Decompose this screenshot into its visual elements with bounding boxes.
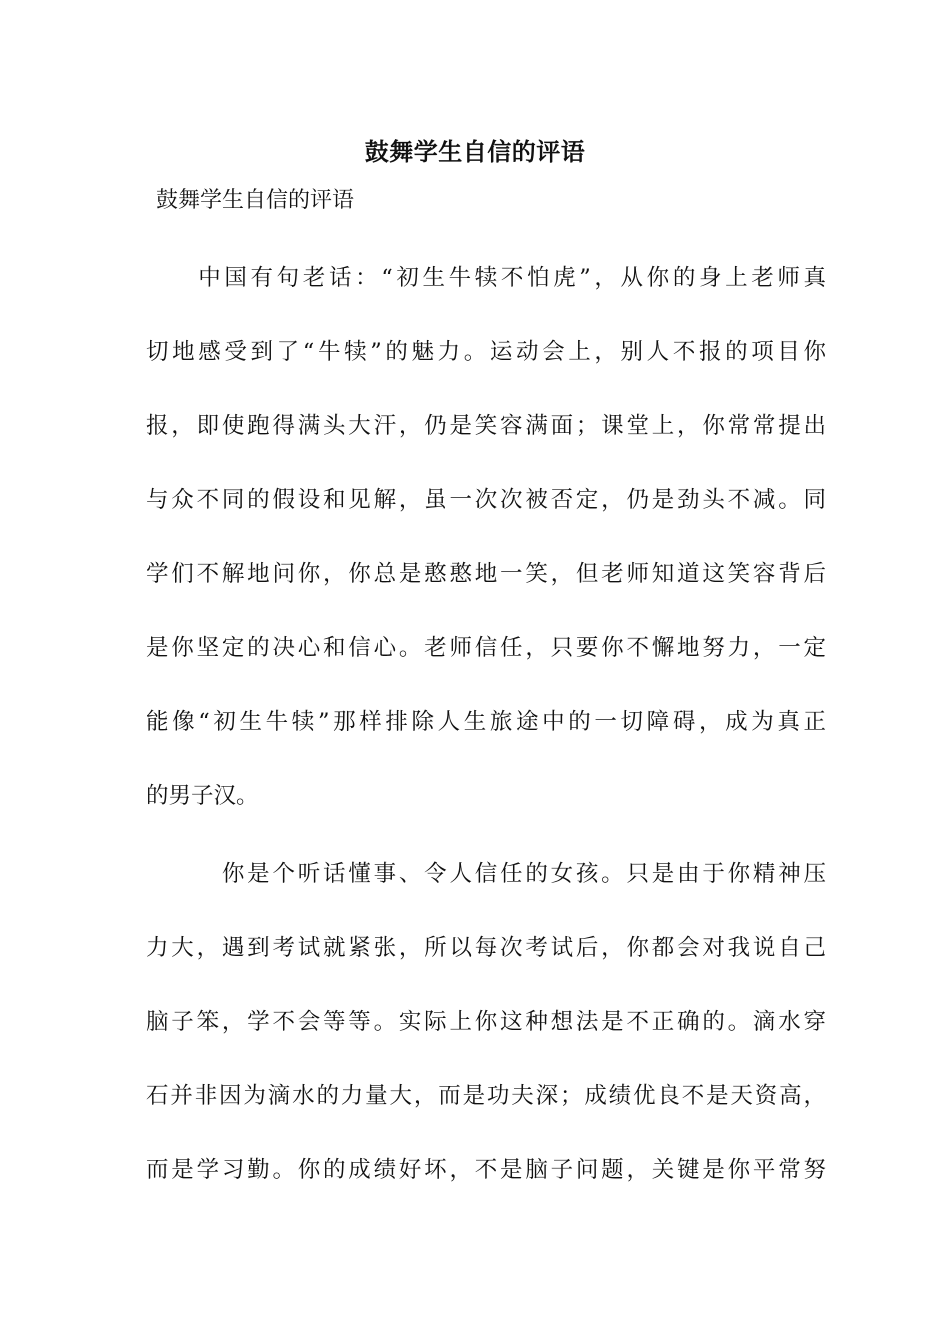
body-line: 报，即使跑得满头大汗，仍是笑容满面；课堂上，你常常提出	[146, 413, 826, 439]
body-line: 是你坚定的决心和信心。老师信任，只要你不懈地努力，一定	[146, 635, 826, 661]
body-line: 脑子笨，学不会等等。实际上你这种想法是不正确的。滴水穿	[146, 1009, 826, 1035]
body-line: 能像“初生牛犊”那样排除人生旅途中的一切障碍，成为真正	[146, 709, 826, 735]
body-line: 与众不同的假设和见解，虽一次次被否定，仍是劲头不减。同	[146, 487, 826, 513]
body-line: 学们不解地问你，你总是憨憨地一笑，但老师知道这笑容背后	[146, 561, 826, 587]
document-subtitle: 鼓舞学生自信的评语	[156, 188, 355, 213]
body-line: 中国有句老话：“初生牛犊不怕虎”，从你的身上老师真	[146, 265, 826, 291]
body-line: 切地感受到了“牛犊”的魅力。运动会上，别人不报的项目你	[146, 339, 826, 365]
body-line: 你是个听话懂事、令人信任的女孩。只是由于你精神压	[146, 861, 826, 887]
body-line: 的男子汉。	[146, 783, 259, 809]
body-line: 而是学习勤。你的成绩好坏，不是脑子问题，关键是你平常努	[146, 1157, 826, 1183]
document-title: 鼓舞学生自信的评语	[364, 137, 586, 166]
body-line: 力大，遇到考试就紧张，所以每次考试后，你都会对我说自己	[146, 935, 826, 961]
body-line: 石并非因为滴水的力量大，而是功夫深；成绩优良不是天资高，	[146, 1083, 826, 1109]
